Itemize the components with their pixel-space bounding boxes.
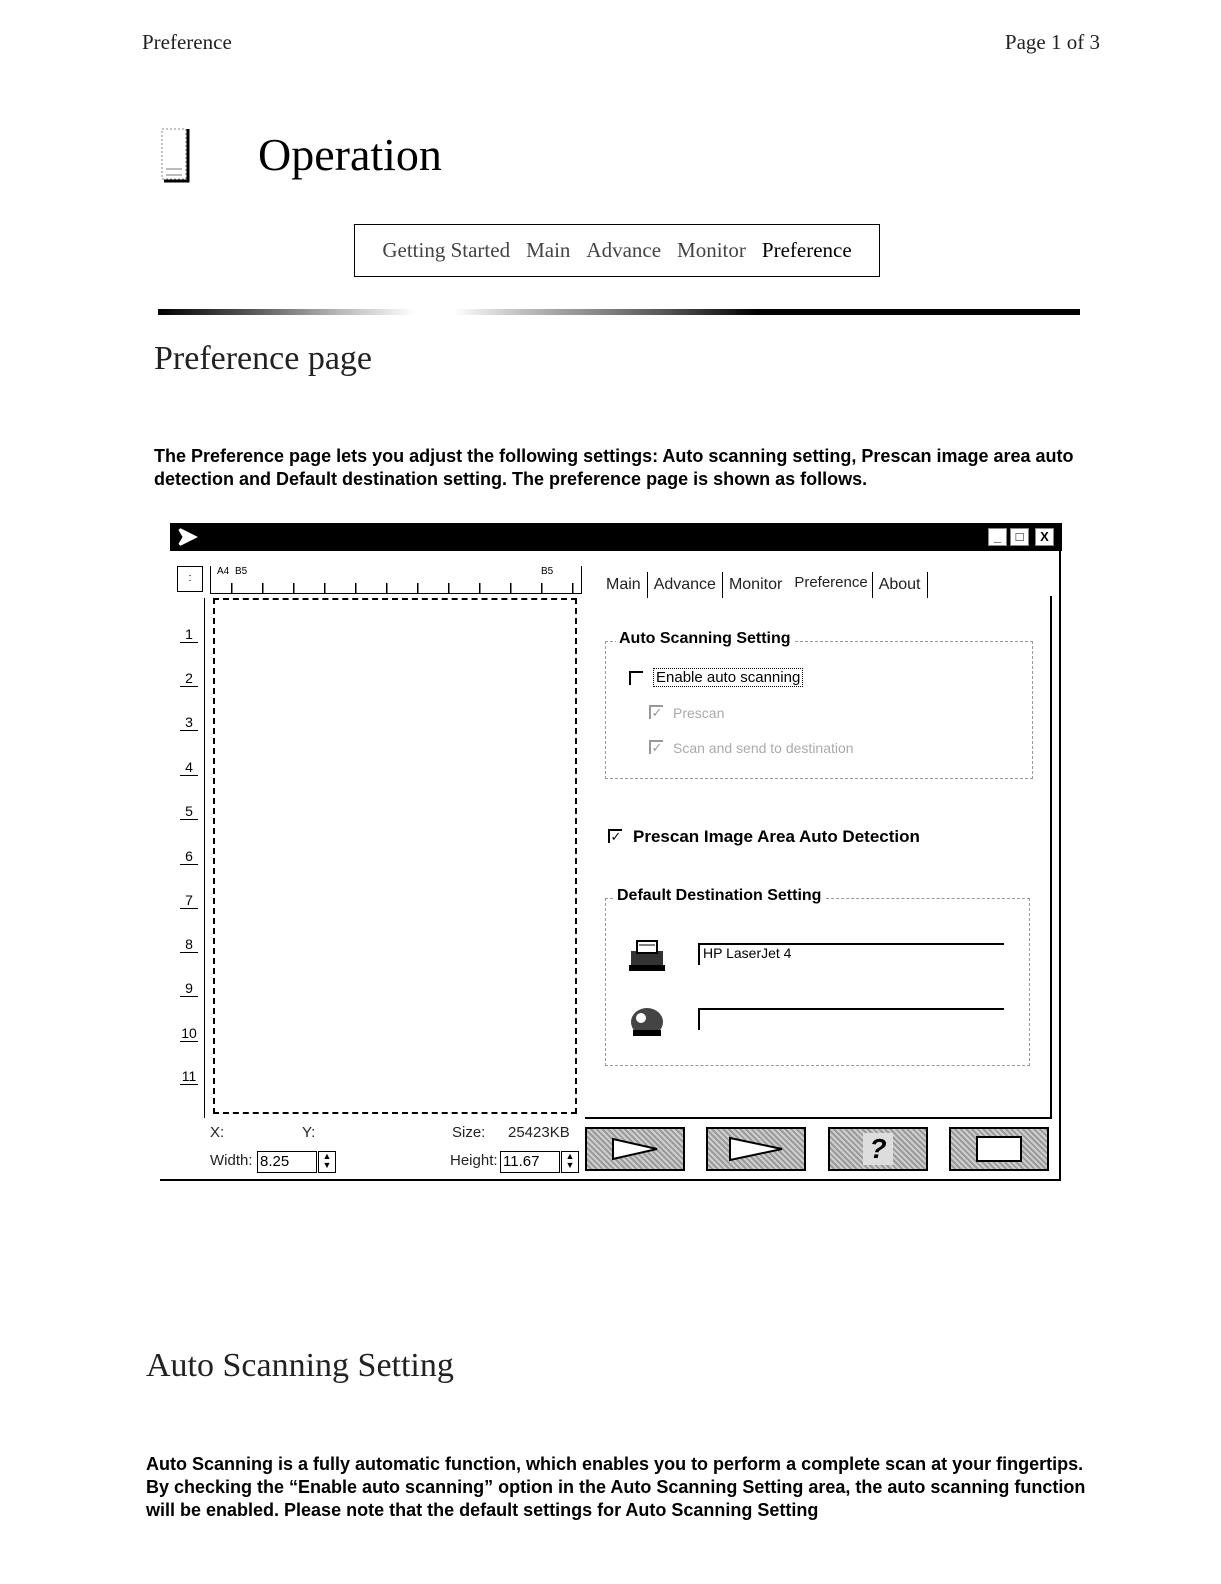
size-value: 25423KB bbox=[508, 1124, 570, 1141]
auto-scanning-group bbox=[605, 641, 1033, 779]
ruler-label-b5: B5 bbox=[235, 566, 248, 577]
scan-noise bbox=[270, 411, 1060, 413]
ruler-ticks bbox=[211, 583, 581, 593]
tab-advance[interactable]: Advance bbox=[648, 572, 723, 598]
width-stepper[interactable]: ▲ ▼ bbox=[318, 1151, 336, 1173]
horizontal-ruler[interactable] bbox=[210, 566, 582, 594]
x-coord-label: X: bbox=[210, 1124, 225, 1141]
window-border-right bbox=[1059, 551, 1061, 1181]
prescan-icon bbox=[595, 1135, 675, 1163]
panel-border-bottom bbox=[585, 1117, 1052, 1119]
y-coord-label: Y: bbox=[302, 1124, 316, 1141]
minimize-button[interactable]: _ bbox=[988, 528, 1007, 546]
section-title-preference: Preference page bbox=[154, 340, 373, 377]
default-destination-group-label: Default Destination Setting bbox=[614, 887, 824, 905]
prescan-label: Prescan bbox=[673, 705, 725, 721]
vertical-ruler[interactable] bbox=[174, 598, 205, 1118]
printer-icon bbox=[625, 935, 669, 975]
auto-scanning-group-label: Auto Scanning Setting bbox=[616, 630, 794, 648]
enable-auto-scanning-checkbox[interactable] bbox=[629, 671, 643, 685]
scan-send-label: Scan and send to destination bbox=[673, 740, 854, 756]
height-label: Height: bbox=[450, 1152, 498, 1169]
exit-button[interactable] bbox=[949, 1127, 1049, 1171]
ruler-mark: 10 bbox=[181, 1025, 197, 1041]
width-label: Width: bbox=[210, 1152, 253, 1169]
prescan-button[interactable] bbox=[585, 1127, 685, 1171]
auto-scanning-description: Auto Scanning is a fully automatic function, which enables you to perform a complete scan at your fingertips. By checking the “Enable auto scanning” option in the Auto Scanning Setting area, the auto scanning function will be enabled. Please note that the default settings for Auto Scanning Setting bbox=[146, 1454, 1086, 1520]
scan-icon bbox=[716, 1135, 796, 1163]
maximize-button[interactable]: □ bbox=[1010, 528, 1029, 546]
secondary-destination-field[interactable] bbox=[698, 1008, 1004, 1030]
nav-advance[interactable]: Advance bbox=[586, 238, 662, 262]
nav-getting-started[interactable]: Getting Started bbox=[382, 238, 511, 262]
tab-monitor[interactable]: Monitor bbox=[728, 576, 783, 593]
page-title: Operation bbox=[258, 129, 442, 180]
ruler-mark: 8 bbox=[180, 936, 198, 953]
doc-navigation bbox=[354, 224, 880, 277]
ruler-mark: 2 bbox=[180, 670, 198, 687]
preview-area[interactable] bbox=[213, 598, 577, 1114]
document-header-title: Preference bbox=[142, 30, 232, 54]
width-input[interactable]: 8.25 bbox=[257, 1151, 317, 1173]
scan-noise bbox=[215, 1418, 1015, 1420]
height-stepper[interactable]: ▲ ▼ bbox=[561, 1151, 579, 1173]
prescan-checkbox[interactable]: ✓ bbox=[649, 705, 663, 719]
ruler-mark: 4 bbox=[180, 759, 198, 776]
window-border-bottom bbox=[160, 1179, 1061, 1181]
close-button[interactable]: X bbox=[1035, 528, 1054, 546]
tab-about[interactable]: About bbox=[873, 572, 928, 598]
section-divider bbox=[158, 309, 1080, 315]
ruler-mark: 11 bbox=[181, 1068, 197, 1084]
tab-preference[interactable]: Preference bbox=[788, 572, 872, 598]
scan-button[interactable] bbox=[706, 1127, 806, 1171]
nav-preference[interactable]: Preference bbox=[761, 238, 852, 262]
default-destination-group bbox=[605, 898, 1030, 1066]
ruler-mark: 5 bbox=[180, 803, 198, 820]
preference-description: The Preference page lets you adjust the following settings: Auto scanning setting, Prescan image area auto detection and Default destination setting. The preference page is shown as follows. bbox=[154, 446, 1074, 489]
prescan-auto-detection-label[interactable]: Prescan Image Area Auto Detection bbox=[633, 827, 920, 846]
printer-destination-field[interactable]: HP LaserJet 4 bbox=[698, 943, 1004, 965]
prescan-auto-detection-checkbox[interactable]: ✓ bbox=[608, 829, 622, 843]
size-label: Size: bbox=[452, 1124, 486, 1141]
app-logo-icon bbox=[176, 526, 198, 548]
ruler-mark: 3 bbox=[180, 714, 198, 731]
document-icon bbox=[160, 125, 194, 185]
help-button[interactable] bbox=[828, 1127, 928, 1171]
ruler-mark: 7 bbox=[180, 892, 198, 909]
app-titlebar bbox=[170, 523, 1062, 551]
section-title-auto-scanning: Auto Scanning Setting bbox=[146, 1347, 454, 1384]
exit-icon bbox=[976, 1136, 1022, 1162]
scan-send-checkbox[interactable]: ✓ bbox=[649, 740, 663, 754]
ruler-unit-button[interactable]: : bbox=[177, 566, 203, 592]
ruler-label-b5-right: B5 bbox=[541, 566, 554, 577]
ruler-mark: 1 bbox=[180, 626, 198, 643]
help-icon: ? bbox=[863, 1133, 892, 1165]
tab-main[interactable]: Main bbox=[600, 572, 648, 598]
height-input[interactable]: 11.67 bbox=[500, 1151, 560, 1173]
nav-main[interactable]: Main bbox=[526, 238, 571, 262]
ruler-mark: 6 bbox=[180, 848, 198, 865]
ruler-label-a4: A4 bbox=[217, 566, 230, 577]
nav-monitor[interactable]: Monitor bbox=[677, 238, 746, 262]
panel-border-right bbox=[1050, 596, 1052, 1118]
settings-tabs bbox=[600, 566, 928, 598]
page-indicator: Page 1 of 3 bbox=[1004, 30, 1100, 54]
ruler-mark: 9 bbox=[180, 980, 198, 997]
scanner-destination-icon bbox=[625, 1000, 669, 1040]
enable-auto-scanning-label[interactable]: Enable auto scanning bbox=[653, 668, 803, 687]
